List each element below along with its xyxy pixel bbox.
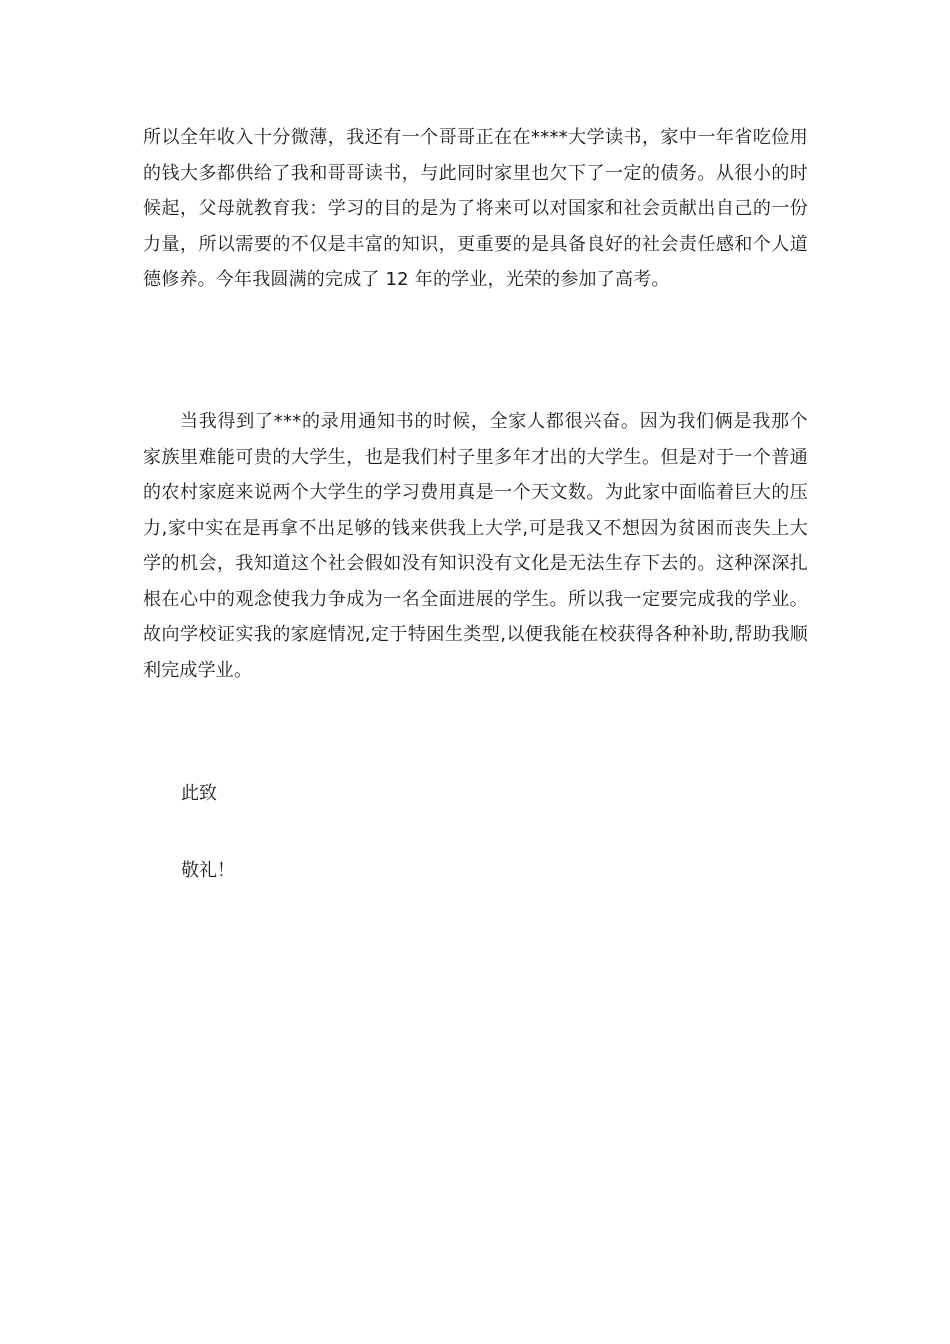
closing-regards: 敬礼！	[181, 860, 235, 881]
closing-salutation: 此致	[181, 783, 217, 804]
body-paragraph-2: 当我得到了***的录用通知书的时候，全家人都很兴奋。因为我们俩是我那个家族里难能可贵的大学生，也是我们村子里多年才出的大学生。但是对于一个普通的农村家庭来说两个大学生的学习费用真是一个天文数。为此家中面临着巨大的压力,家中实在是再拿不出足够的钱来供我上大学,可是我又不想因为贫困而丧失上大学的机会，我知道这个社会假如没有知识没有文化是无法生存下去的。这种深深扎根在心中的观念使我力争成为一名全面进展的学生。所以我一定要完成我的学业。故向学校证实我的家庭情况,定于特困生类型,以便我能在校获得各种补助,帮助我顺利完成学业。	[143, 411, 808, 681]
body-paragraph-1: 所以全年收入十分微薄，我还有一个哥哥正在在****大学读书，家中一年省吃俭用的钱大多都供给了我和哥哥读书，与此同时家里也欠下了一定的债务。从很小的时候起，父母就教育我：学习的目的是为了将来可以对国家和社会贡献出自己的一份力量，所以需要的不仅是丰富的知识，更重要的是具备良好的社会责任感和个人道德修养。今年我圆满的完成了 12 年的学业，光荣的参加了高考。	[143, 127, 808, 290]
